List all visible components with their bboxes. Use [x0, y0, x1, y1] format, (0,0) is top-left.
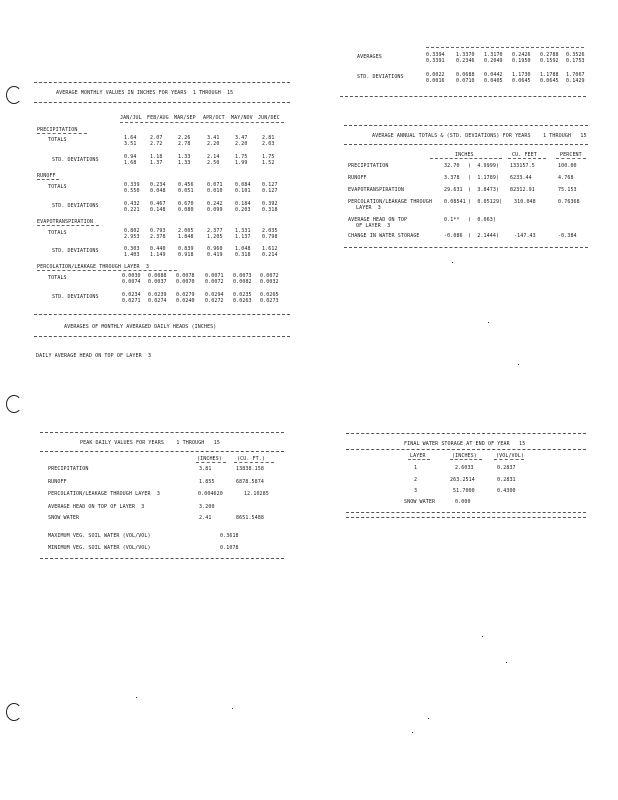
col-header: (CU. FT.)	[237, 456, 265, 462]
row-label: EVAPOTRANSPIRATION	[348, 187, 404, 193]
row-label: TOTALS	[48, 137, 67, 143]
row-label: PRECIPITATION	[48, 466, 89, 472]
daily-head-line: DAILY AVERAGE HEAD ON TOP OF LAYER 3	[36, 353, 152, 359]
final-title: FINAL WATER STORAGE AT END OF YEAR 15	[404, 441, 526, 447]
row-label: PERCOLATION/LEAKAGE THROUGH LAYER 3	[48, 491, 160, 497]
row-label: PERCOLATION/LEAKAGE THROUGH	[348, 199, 432, 205]
col-header: MAR/SEP	[174, 115, 196, 121]
row-label-cont: OF LAYER 3	[356, 223, 391, 229]
row-label: STD. DEVIATIONS	[357, 74, 404, 80]
monthly-title: AVERAGE MONTHLY VALUES IN INCHES FOR YEARS 1 THROUGH 15	[56, 90, 234, 96]
col-header: (INCHES)	[197, 456, 222, 462]
head-averages-title: AVERAGES OF MONTHLY AVERAGED DAILY HEADS (INCHES)	[64, 324, 217, 330]
row-label: AVERAGE HEAD ON TOP OF LAYER 3	[48, 504, 145, 510]
row-label: STD. DEVIATIONS	[52, 157, 99, 163]
col-header: INCHES	[455, 152, 474, 158]
extra-label: MINIMUM VEG. SOIL WATER (VOL/VOL)	[48, 545, 151, 551]
row-label: TOTALS	[48, 184, 67, 190]
col-header: JUN/DEC	[258, 115, 280, 121]
col-header: CU. FEET	[512, 152, 537, 158]
row-label-cont: LAYER 3	[356, 205, 381, 211]
section-heading: EVAPOTRANSPIRATION	[37, 219, 93, 225]
section-heading: PRECIPITATION	[37, 127, 78, 133]
col-header: LAYER	[410, 453, 426, 459]
col-header: MAY/NOV	[231, 115, 253, 121]
row-label: STD. DEVIATIONS	[52, 294, 99, 300]
binder-hole-bottom	[6, 703, 22, 721]
row-label: TOTALS	[48, 230, 67, 236]
row-label: SNOW WATER	[48, 515, 80, 521]
row-label: AVERAGES	[357, 54, 382, 60]
peak-title: PEAK DAILY VALUES FOR YEARS 1 THROUGH 15	[80, 440, 220, 446]
extra-label: MAXIMUM VEG. SOIL WATER (VOL/VOL)	[48, 533, 151, 539]
row-label: CHANGE IN WATER STORAGE	[348, 233, 420, 239]
col-header: APR/OCT	[203, 115, 225, 121]
row-label: TOTALS	[48, 275, 67, 281]
col-header: (VOL/VOL)	[496, 453, 524, 459]
row-label: PRECIPITATION	[348, 163, 389, 169]
row-label: STD. DEVIATIONS	[52, 203, 99, 209]
col-header: FEB/AUG	[147, 115, 169, 121]
binder-hole-top	[6, 86, 22, 104]
col-header: (INCHES)	[452, 453, 477, 459]
row-label: RUNOFF	[48, 479, 67, 485]
binder-hole-middle	[6, 395, 22, 413]
col-header: PERCENT	[560, 152, 582, 158]
section-heading: RUNOFF	[37, 173, 56, 179]
row-label: STD. DEVIATIONS	[52, 248, 99, 254]
annual-title: AVERAGE ANNUAL TOTALS & (STD. DEVIATIONS) FOR YEARS 1 THROUGH 15	[372, 133, 587, 139]
row-label: RUNOFF	[348, 175, 367, 181]
row-label: AVERAGE HEAD ON TOP	[348, 217, 408, 223]
section-heading: PERCOLATION/LEAKAGE THROUGH LAYER 3	[37, 264, 149, 270]
col-header: JAN/JUL	[120, 115, 142, 121]
